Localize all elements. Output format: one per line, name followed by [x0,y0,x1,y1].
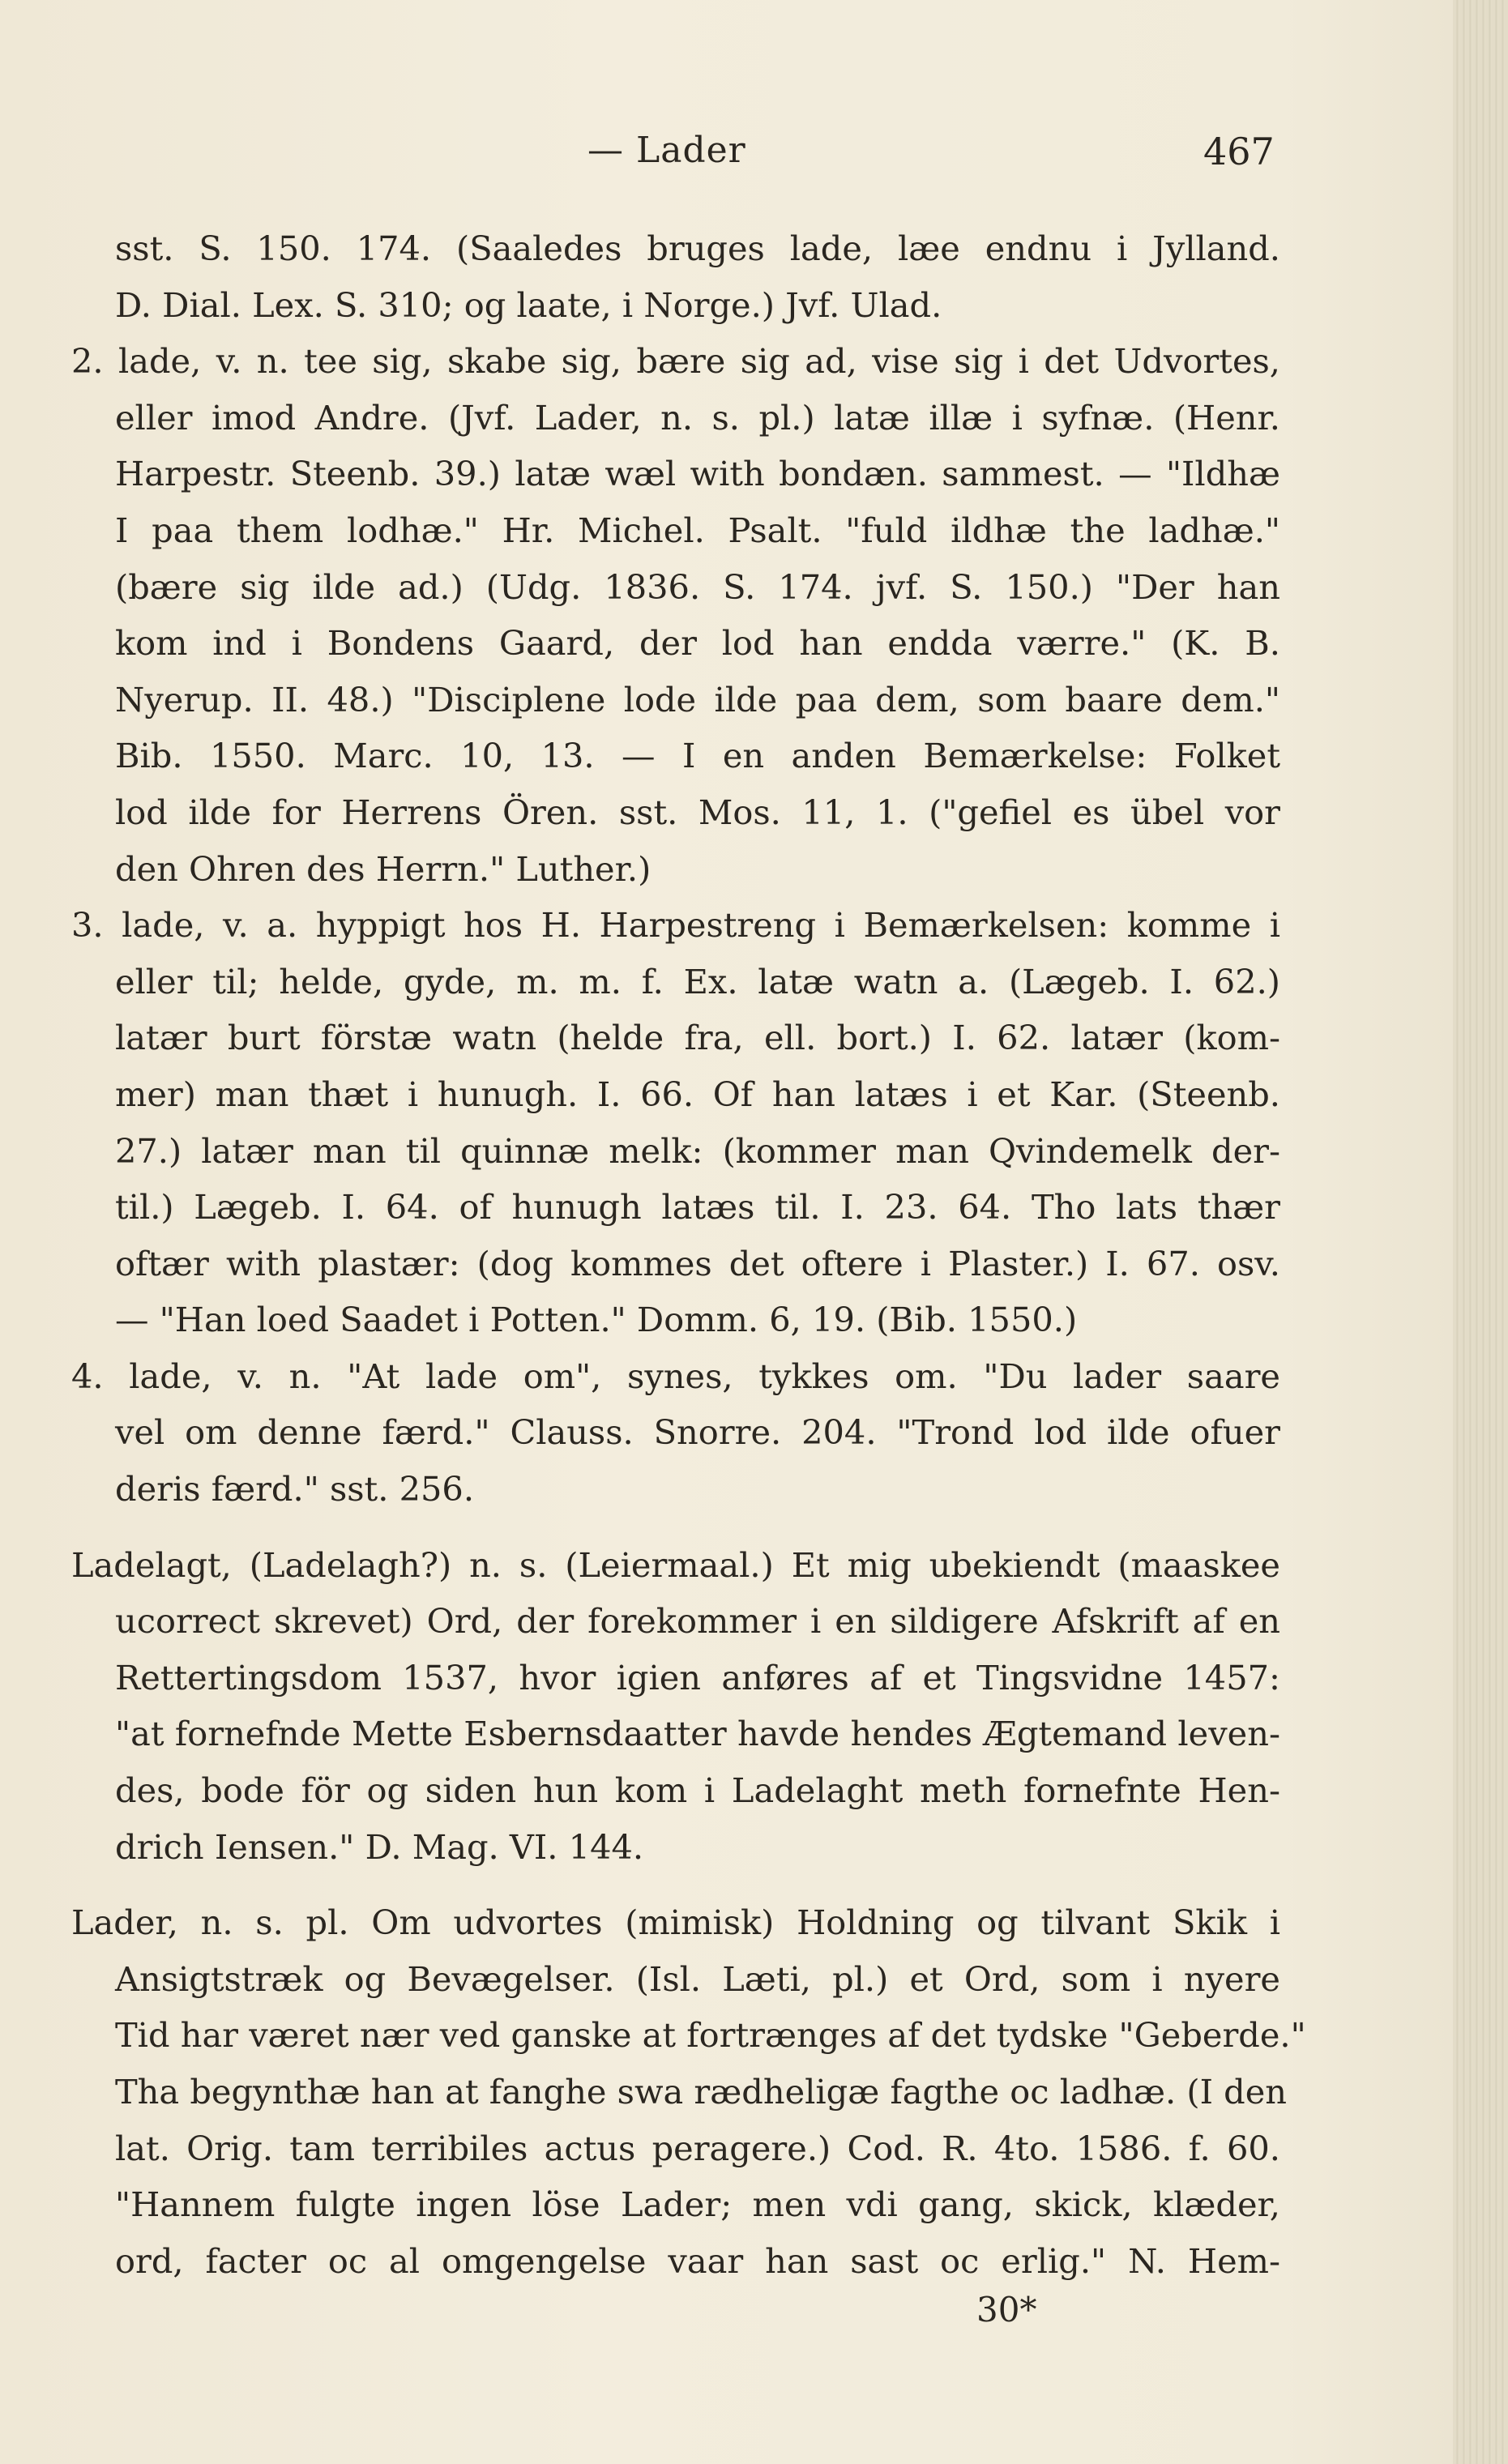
text-line: Harpestr. Steenb. 39.) latæ wæl with bondæn. sammest. — "Ildhæ [115,454,1280,494]
text-line: den Ohren des Herrn." Luther.) [115,848,651,889]
text-line: til.) Lægeb. I. 64. of hunugh latæs til. I. 23. 64. Tho lats thær [115,1187,1280,1228]
text-line: eller til; helde, gyde, m. m. f. Ex. latæ watn a. (Lægeb. I. 62.) [115,961,1280,1001]
text-line: 2. lade, v. n. tee sig, skabe sig, bære sig ad, vise sig i det Udvortes, [71,341,1280,382]
text-line: Ladelagt, (Ladelagh?) n. s. (Leiermaal.) Et mig ubekiendt (maaskee [71,1544,1280,1585]
text-line: (bære sig ilde ad.) (Udg. 1836. S. 174. jvf. S. 150.) "Der han [115,566,1280,607]
text-line: kom ind i Bondens Gaard, der lod han endda værre." (K. B. [115,623,1280,664]
page-header [0,130,1508,178]
page-edge [1453,0,1508,2464]
text-line: 3. lade, v. a. hyppigt hos H. Harpestreng i Bemærkelsen: komme i [71,905,1280,946]
text-line: des, bode för og siden hun kom i Ladelaght meth fornefnte Hen- [115,1770,1280,1811]
text-line: sst. S. 150. 174. (Saaledes bruges lade, læe endnu i Jylland. [115,228,1280,268]
running-head: — Lader [587,130,746,171]
text-line: lod ilde for Herrens Ören. sst. Mos. 11, 1. ("gefiel es übel vor [115,792,1280,832]
text-line: "at fornefnde Mette Esbernsdaatter havde hendes Ægtemand leven- [115,1714,1280,1754]
text-line: 27.) latær man til quinnæ melk: (kommer man Qvindemelk der- [115,1130,1280,1171]
text-line: drich Iensen." D. Mag. VI. 144. [115,1826,644,1867]
text-line: I paa them lodhæ." Hr. Michel. Psalt. "fuld ildhæ the ladhæ." [115,510,1280,550]
signature-mark: 30* [976,2290,1037,2329]
text-line: "Hannem fulgte ingen löse Lader; men vdi gang, skick, klæder, [115,2184,1280,2225]
text-line: Rettertingsdom 1537, hvor igien anføres af et Tingsvidne 1457: [115,1657,1280,1697]
text-line: D. Dial. Lex. S. 310; og laate, i Norge.) Jvf. Ulad. [115,284,942,325]
text-line: oftær with plastær: (dog kommes det oftere i Plaster.) I. 67. osv. [115,1243,1280,1283]
text-line: lat. Orig. tam terribiles actus peragere.) Cod. R. 4to. 1586. f. 60. [115,2128,1280,2168]
text-line: Bib. 1550. Marc. 10, 13. — I en anden Bemærkelse: Folket [115,736,1280,776]
text-line: Lader, n. s. pl. Om udvortes (mimisk) Holdning og tilvant Skik i [71,1902,1280,1943]
text-line: — "Han loed Saadet i Potten." Domm. 6, 19. (Bib. 1550.) [115,1300,1078,1340]
text-line: ucorrect skrevet) Ord, der forekommer i en sildigere Afskrift af en [115,1601,1280,1642]
text-line: Tid har været nær ved ganske at fortrænges af det tydske "Geberde." [115,2015,1306,2056]
paragraph-gap [71,1875,1280,1894]
text-line: Nyerup. II. 48.) "Disciplene lode ilde paa dem, som baare dem." [115,679,1280,720]
text-line: Ansigtstræk og Bevægelser. (Isl. Læti, pl.) et Ord, som i nyere [115,1958,1280,1999]
text-line: deris færd." sst. 256. [115,1469,475,1510]
text-line: eller imod Andre. (Jvf. Lader, n. s. pl.) latæ illæ i syfnæ. (Henr. [115,397,1280,438]
dictionary-text [71,220,1306,2289]
text-line: ord, facter oc al omgengelse vaar han sast oc erlig." N. Hem- [115,2240,1280,2281]
text-line: latær burt förstæ watn (helde fra, ell. bort.) I. 62. latær (kom- [115,1018,1280,1058]
page-number: 467 [1203,130,1275,173]
text-line: mer) man thæt i hunugh. I. 66. Of han latæs i et Kar. (Steenb. [115,1074,1280,1114]
text-line: 4. lade, v. n. "At lade om", synes, tykkes om. "Du lader saare [71,1356,1280,1396]
text-line: Tha begynthæ han at fanghe swa rædheligæ fagthe oc ladhæ. (I den [115,2072,1288,2112]
paragraph-gap [71,1518,1280,1537]
text-line: vel om denne færd." Clauss. Snorre. 204. "Trond lod ilde ofuer [115,1412,1280,1453]
